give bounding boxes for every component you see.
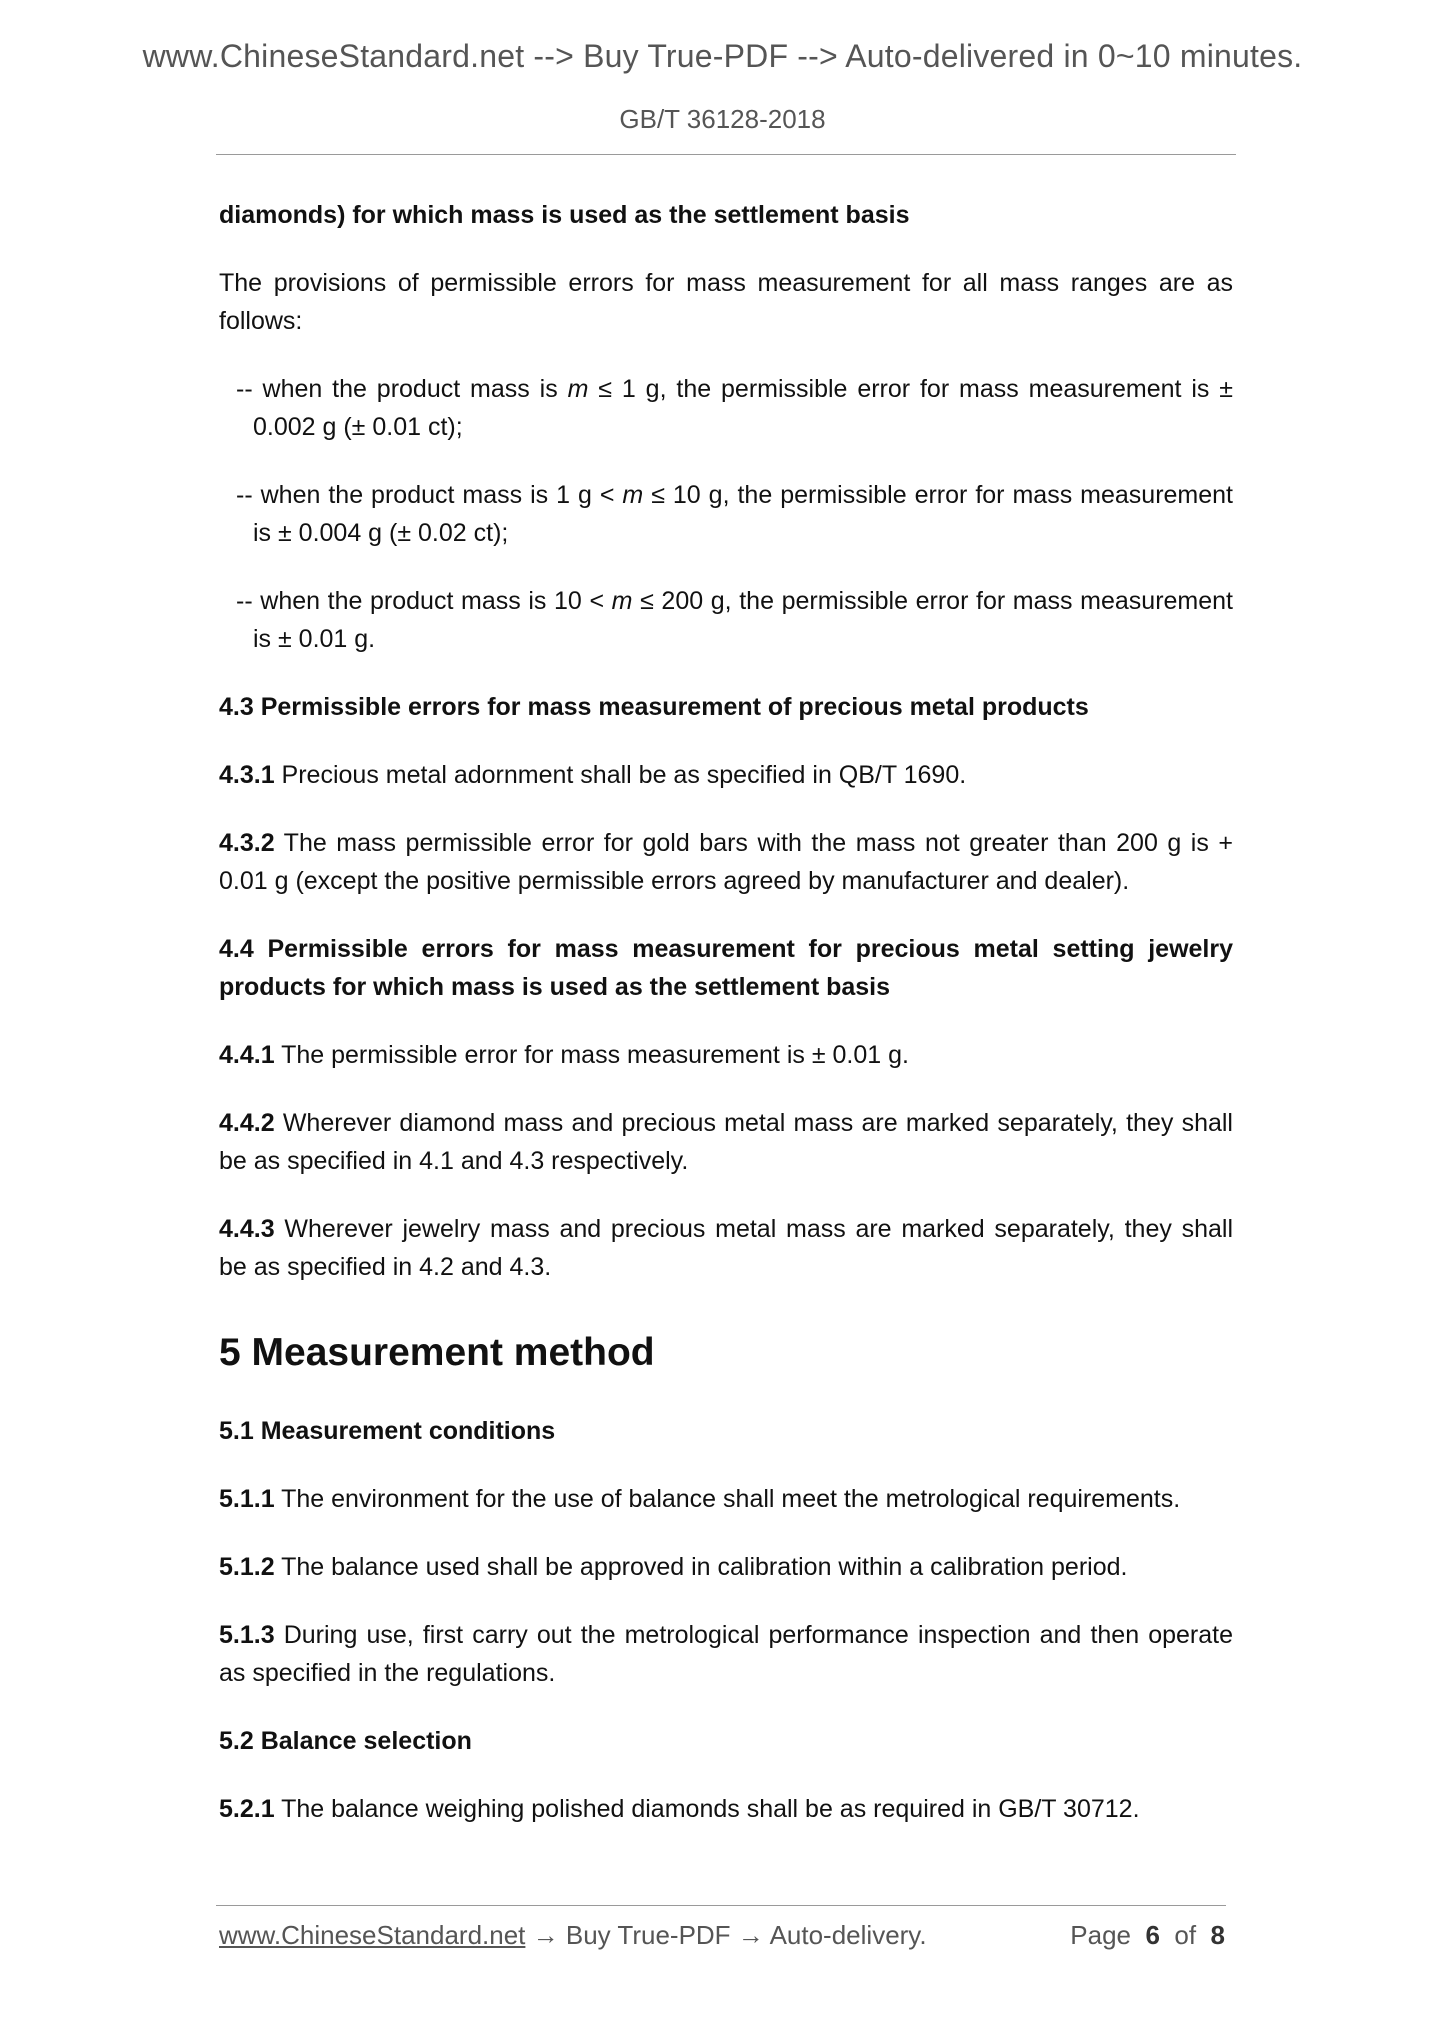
clause-5-1-2: 5.1.2 The balance used shall be approved in calibration within a calibration period.	[219, 1553, 1128, 1581]
top-banner: www.ChineseStandard.net --> Buy True-PDF --> Auto-delivered in 0~10 minutes.	[142, 38, 1303, 74]
footer-divider	[216, 1905, 1226, 1906]
bullet-item-3: -- when the product mass is 10 < m ≤ 200 g, the permissible error for mass measurement is ± 0.01 g.	[236, 587, 1233, 653]
clause-5-1-1: 5.1.1 The environment for the use of balance shall meet the metrological requirements.	[219, 1485, 1181, 1513]
footer-promo	[219, 1920, 927, 1951]
clause-4-4-2: 4.4.2 Wherever diamond mass and precious metal mass are marked separately, they shall be as specified in 4.1 and 4.3 respectively.	[219, 1109, 1233, 1175]
footer-promo-text: → Buy True-PDF → Auto-delivery.	[525, 1920, 927, 1950]
clause-4-3-2: 4.3.2 The mass permissible error for gold bars with the mass not greater than 200 g is + 0.01 g (except the positive permissible errors agreed by manufacturer and dealer).	[219, 829, 1233, 895]
document-code: GB/T 36128-2018	[619, 104, 826, 134]
section-heading-5-1: 5.1 Measurement conditions	[219, 1417, 556, 1445]
current-page-number: 6	[1145, 1920, 1160, 1950]
page-indicator: Page 6 of 8	[1070, 1920, 1225, 1950]
page-footer	[219, 1920, 1225, 1960]
paragraph-provisions: The provisions of permissible errors for mass measurement for all mass ranges are as follows:	[219, 269, 1233, 335]
clause-5-1-3: 5.1.3 During use, first carry out the metrological performance inspection and then operate as specified in the regulations.	[219, 1621, 1233, 1687]
total-page-number: 8	[1210, 1920, 1225, 1950]
clause-4-4-3: 4.4.3 Wherever jewelry mass and precious metal mass are marked separately, they shall be as specified in 4.2 and 4.3.	[219, 1215, 1233, 1281]
section-heading-5-2: 5.2 Balance selection	[219, 1727, 472, 1755]
document-body	[219, 196, 1233, 1858]
bullet-item-2: -- when the product mass is 1 g < m ≤ 10 g, the permissible error for mass measurement is ± 0.004 g (± 0.02 ct);	[236, 481, 1234, 547]
footer-site-link[interactable]: www.ChineseStandard.net	[219, 1920, 526, 1950]
chapter-heading-5: 5 Measurement method	[219, 1331, 655, 1374]
header-divider	[216, 154, 1236, 155]
bullet-item-1: -- when the product mass is m ≤ 1 g, the permissible error for mass measurement is ± 0.002 g (± 0.01 ct);	[236, 375, 1233, 441]
clause-4-4-1: 4.4.1 The permissible error for mass measurement is ± 0.01 g.	[219, 1041, 909, 1069]
section-heading-4-3: 4.3 Permissible errors for mass measurement of precious metal products	[219, 693, 1089, 721]
section-heading-4-4: 4.4 Permissible errors for mass measurement for precious metal setting jewelry products for which mass is used as the settlement basis	[219, 935, 1233, 1001]
continued-heading: diamonds) for which mass is used as the settlement basis	[219, 201, 910, 229]
clause-4-3-1: 4.3.1 Precious metal adornment shall be as specified in QB/T 1690.	[219, 761, 967, 789]
clause-5-2-1: 5.2.1 The balance weighing polished diamonds shall be as required in GB/T 30712.	[219, 1795, 1140, 1823]
